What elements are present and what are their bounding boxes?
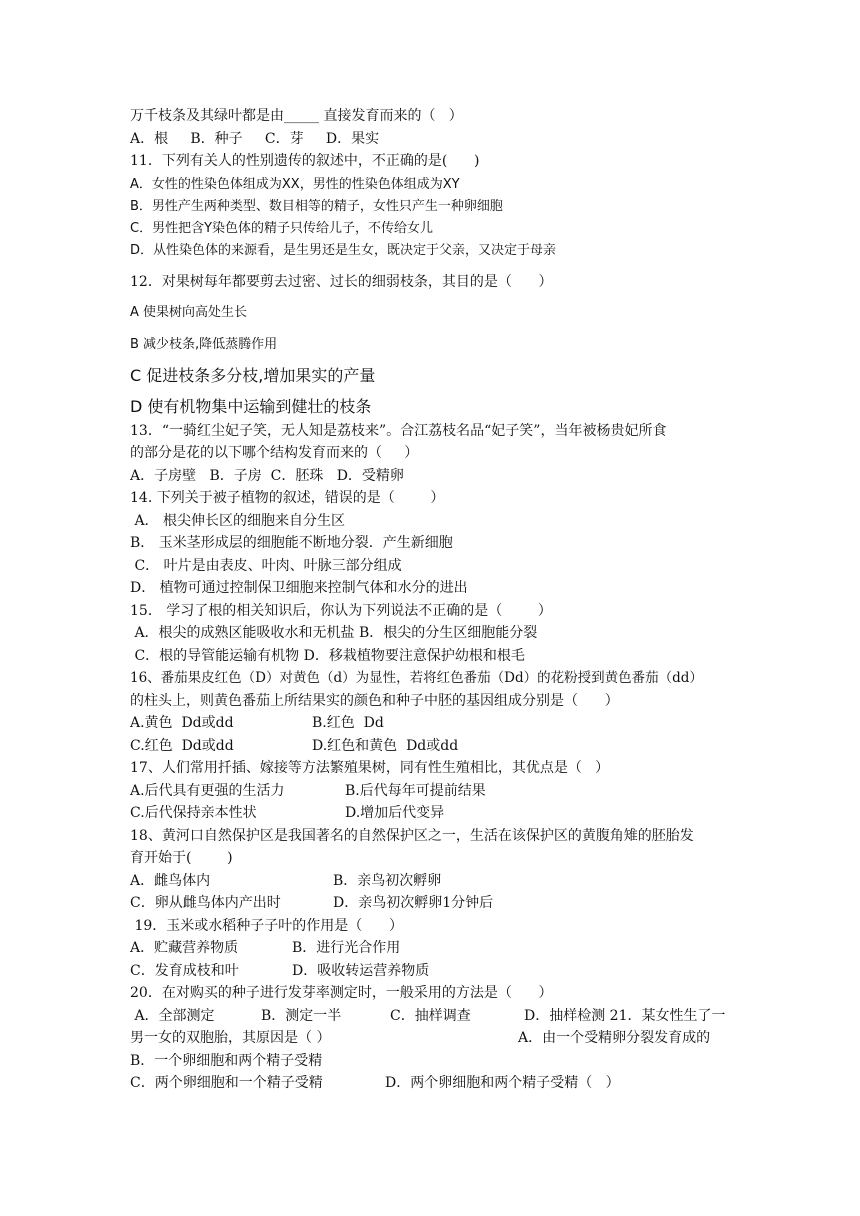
q14-stem: 14. 下列关于被子植物的叙述，错误的是（ ） — [130, 490, 445, 506]
q12-option-b: B 减少枝条,降低蒸腾作用 — [130, 337, 278, 352]
q21-option-d: D．两个卵细胞和两个精子受精（ ） — [385, 1075, 620, 1091]
q21-option-a: A．由一个受精卵分裂发育成的 — [518, 1030, 711, 1046]
q15-options-cd: C．根的导管能运输有机物 D．移栽植物要注意保护幼根和根毛 — [130, 648, 525, 664]
q20-option-a: A．全部测定 — [130, 1008, 215, 1024]
q19-option-a: A．贮藏营养物质 — [130, 940, 239, 956]
q19-stem: 19．玉米或水稻种子子叶的作用是（ ） — [130, 918, 403, 934]
q12-option-d: D 使有机物集中运输到健壮的枝条 — [130, 397, 372, 416]
q19-option-c: C．发育成枝和叶 — [130, 963, 239, 979]
q10-stem-line: 万千枝条及其绿叶都是由_____ 直接发育而来的（ ） — [130, 108, 463, 124]
q16-stem-line2: 的柱头上，则黄色番茄上所结果实的颜色和种子中胚的基因组成分别是（ ） — [130, 693, 619, 709]
q17-option-b: B.后代每年可提前结果 — [345, 783, 486, 799]
q14-option-a: A． 根尖伸长区的细胞来自分生区 — [130, 513, 346, 529]
q12-stem: 12．对果树每年都要剪去过密、过长的细弱枝条，其目的是（ ） — [130, 274, 553, 290]
q15-options-ab: A．根尖的成熟区能吸收水和无机盐 B．根尖的分生区细胞能分裂 — [130, 625, 538, 641]
q17-option-a: A.后代具有更强的生活力 — [130, 783, 285, 799]
q11-option-c: C．男性把含Y染色体的精子只传给儿子，不传给女儿 — [130, 221, 434, 236]
q19-option-b: B．进行光合作用 — [292, 940, 401, 956]
q12-option-c: C 促进枝条多分枝,增加果实的产量 — [130, 366, 376, 385]
q17-stem: 17、人们常用扦插、嫁接等方法繁殖果树，同有性生殖相比，其优点是（ ） — [130, 760, 610, 776]
q13-stem-line2: 的部分是花的以下哪个结构发育而来的（ ） — [130, 445, 419, 461]
q20-stem: 20．在对购买的种子进行发芽率测定时，一般采用的方法是（ ） — [130, 985, 553, 1001]
q20-option-d-and-q21-stem: D．抽样检测 21．某女性生了一 — [524, 1008, 726, 1024]
q14-option-d: D． 植物可通过控制保卫细胞来控制气体和水分的进出 — [130, 580, 468, 596]
q21-option-b: B．一个卵细胞和两个精子受精 — [130, 1053, 323, 1069]
q11-stem: 11．下列有关人的性别遗传的叙述中，不正确的是( ) — [130, 153, 480, 169]
q11-option-a: A．女性的性染色体组成为XX，男性的性染色体组成为XY — [130, 177, 460, 192]
q16-option-d: D.红色和黄色 Dd或dd — [312, 738, 459, 754]
q14-option-b: B． 玉米茎形成层的细胞能不断地分裂．产生新细胞 — [130, 535, 453, 551]
q12-option-a: A 使果树向高处生长 — [130, 305, 248, 320]
q18-stem-line2: 育开始于( ) — [130, 850, 233, 866]
q18-option-d: D．亲鸟初次孵卵1分钟后 — [333, 895, 494, 911]
q11-option-d: D．从性染色体的来源看，是生男还是生女，既决定于父亲，又决定于母亲 — [130, 243, 557, 258]
q16-option-b: B.红色 Dd — [312, 715, 384, 731]
q14-option-c: C． 叶片是由表皮、叶肉、叶脉三部分组成 — [130, 558, 402, 574]
q10-options: A．根 B．种子 C．芽 D．果实 — [130, 131, 380, 147]
q16-option-a: A.黄色 Dd或dd — [130, 715, 234, 731]
q18-option-c: C．卵从雌鸟体内产出时 — [130, 895, 281, 911]
q17-option-c: C.后代保持亲本性状 — [130, 805, 257, 821]
q20-option-b: B．测定一半 — [261, 1008, 342, 1024]
q11-option-b: B．男性产生两种类型、数目相等的精子，女性只产生一种卵细胞 — [130, 199, 503, 214]
q13-stem-line1: 13．“一骑红尘妃子笑，无人知是荔枝来”。合江荔枝名品“妃子笑”，当年被杨贵妃所食 — [130, 423, 667, 439]
q13-options: A．子房壁 B．子房 C．胚珠 D．受精卵 — [130, 468, 404, 484]
q21-option-c: C．两个卵细胞和一个精子受精 — [130, 1075, 323, 1091]
q19-option-d: D．吸收转运营养物质 — [292, 963, 430, 979]
q16-stem-line1: 16、番茄果皮红色（D）对黄色（d）为显性，若将红色番茄（Dd）的花粉授到黄色番茄（dd） — [130, 670, 703, 686]
q21-stem-line2: 男一女的双胞胎，其原因是（ ） — [130, 1030, 331, 1046]
q16-option-c: C.红色 Dd或dd — [130, 738, 234, 754]
q18-stem-line1: 18、黄河口自然保护区是我国著名的自然保护区之一，生活在该保护区的黄腹角雉的胚胎发 — [130, 828, 694, 844]
q15-stem: 15． 学习了根的相关知识后，你认为下列说法不正确的是（ ） — [130, 603, 552, 619]
q20-option-c: C．抽样调查 — [390, 1008, 471, 1024]
q18-option-b: B．亲鸟初次孵卵 — [333, 873, 442, 889]
q17-option-d: D.增加后代变异 — [345, 805, 445, 821]
q18-option-a: A．雌鸟体内 — [130, 873, 211, 889]
